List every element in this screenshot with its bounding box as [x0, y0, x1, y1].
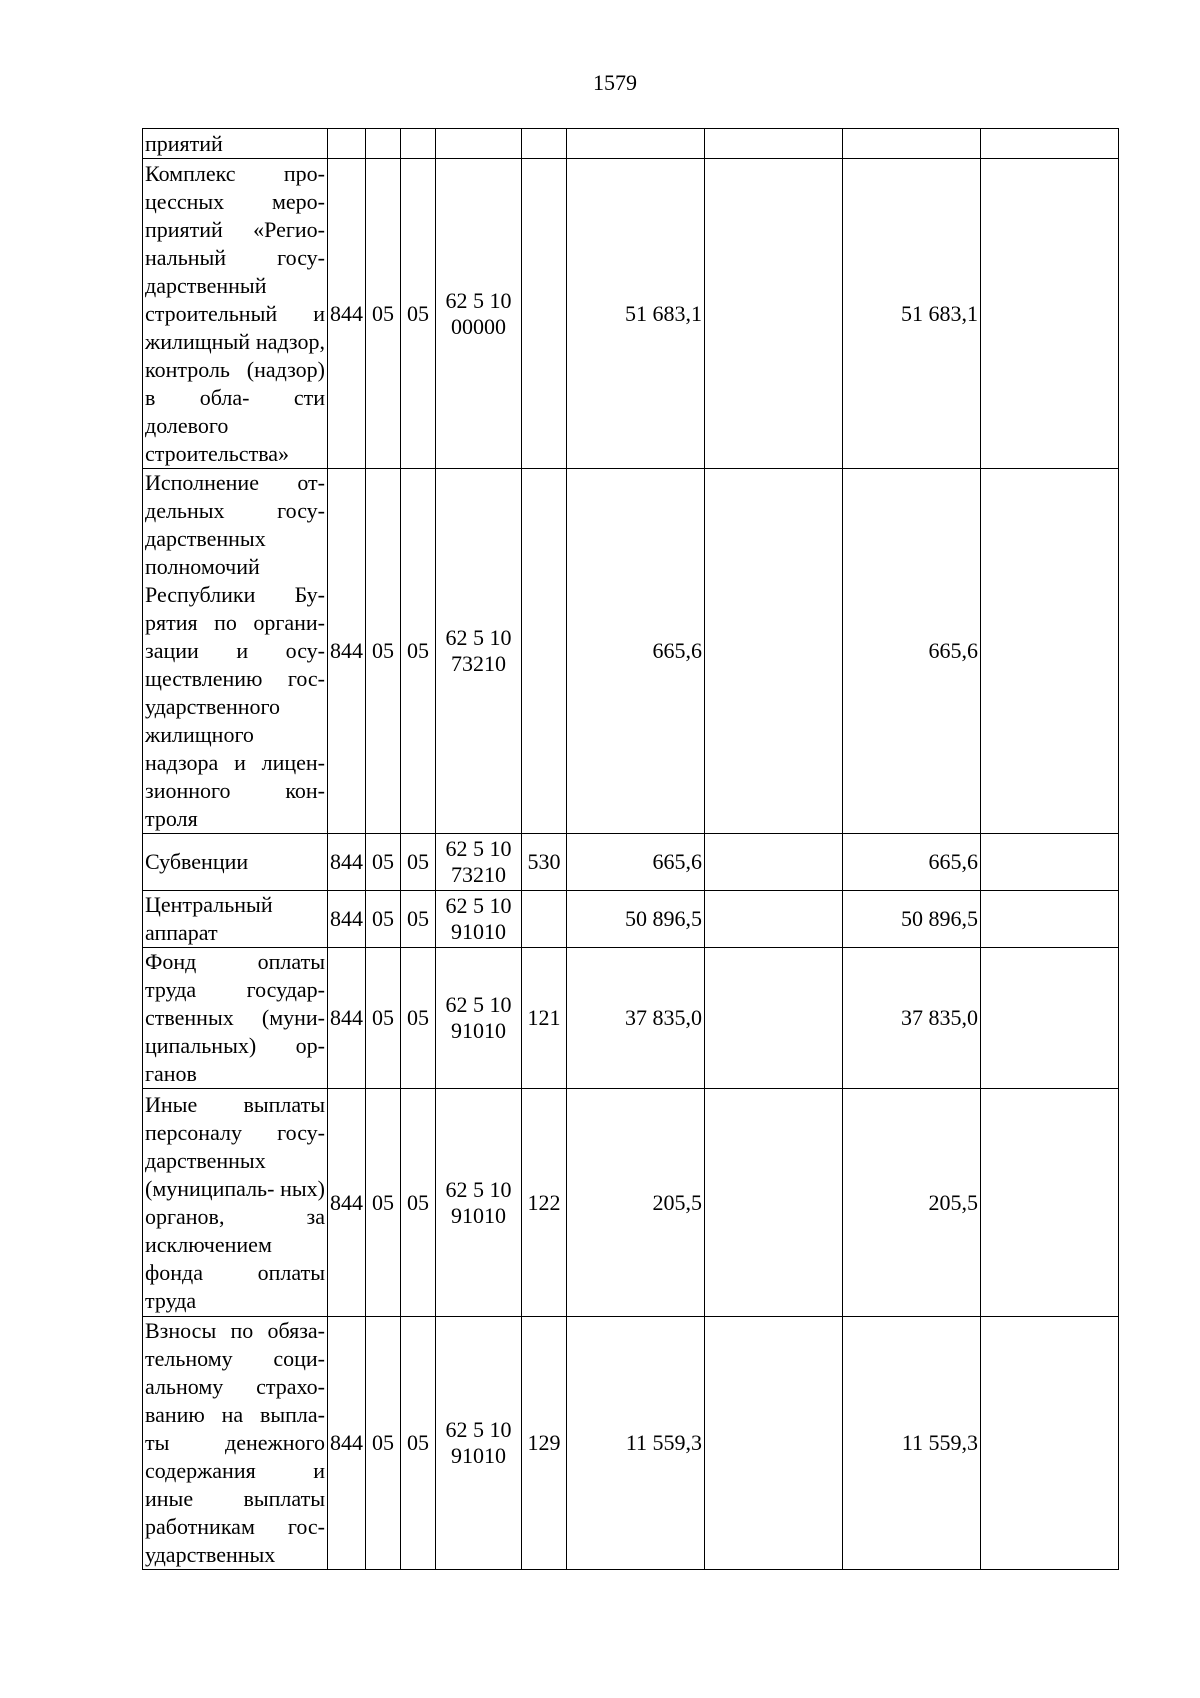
- ved-code: 844: [328, 834, 366, 891]
- amount-2: 205,5: [843, 1089, 981, 1317]
- row-name: Взносы по обяза- тельному соци- альному страхо- ванию на выпла- ты денежного содержания и иные выплаты работникам гос- ударственных: [143, 1317, 328, 1570]
- amount-empty-1: [705, 948, 843, 1089]
- subsection-code: 05: [401, 469, 436, 834]
- target-article-code: 62 5 10 00000: [436, 159, 522, 469]
- section-code: 05: [366, 834, 401, 891]
- amount-2: 665,6: [843, 469, 981, 834]
- amount-empty-2: [981, 891, 1119, 948]
- section-code: 05: [366, 159, 401, 469]
- amount-2: 50 896,5: [843, 891, 981, 948]
- subsection-code: 05: [401, 159, 436, 469]
- table-row: [143, 469, 1119, 834]
- ved-code: 844: [328, 469, 366, 834]
- expense-type-code: [522, 129, 567, 159]
- amount-empty-2: [981, 948, 1119, 1089]
- expense-type-code: 121: [522, 948, 567, 1089]
- ved-code: 844: [328, 1089, 366, 1317]
- amount-1: 665,6: [567, 469, 705, 834]
- table-row: [143, 129, 1119, 159]
- row-name: Комплекс про- цессных меро- приятий «Регио- нальный госу- дарственный строительный и жилищный надзор, контроль (надзор) в обла- сти долевого строительства»: [143, 159, 328, 469]
- amount-1: 11 559,3: [567, 1317, 705, 1570]
- section-code: 05: [366, 469, 401, 834]
- row-name: Иные выплаты персоналу госу- дарственных (муниципаль- ных) органов, за исключением фонда оплаты труда: [143, 1089, 328, 1317]
- amount-2: 51 683,1: [843, 159, 981, 469]
- amount-empty-2: [981, 129, 1119, 159]
- amount-2: 37 835,0: [843, 948, 981, 1089]
- section-code: 05: [366, 891, 401, 948]
- table-row: [143, 1317, 1119, 1570]
- expense-type-code: 530: [522, 834, 567, 891]
- ved-code: 844: [328, 159, 366, 469]
- amount-2: [843, 129, 981, 159]
- subsection-code: 05: [401, 834, 436, 891]
- target-article-code: 62 5 10 91010: [436, 948, 522, 1089]
- section-code: 05: [366, 948, 401, 1089]
- ved-code: 844: [328, 891, 366, 948]
- row-name: Исполнение от- дельных госу- дарственных полномочий Республики Бу- рятия по органи- зации и осу- ществлению гос- ударственного жилищного надзора и лицен- зионного кон- троля: [143, 469, 328, 834]
- target-article-code: 62 5 10 73210: [436, 469, 522, 834]
- row-name: Фонд оплаты труда государ- ственных (муни- ципальных) ор- ганов: [143, 948, 328, 1089]
- amount-empty-1: [705, 469, 843, 834]
- row-name: Центральный аппарат: [143, 891, 328, 948]
- section-code: [366, 129, 401, 159]
- ved-code: 844: [328, 948, 366, 1089]
- expense-type-code: [522, 469, 567, 834]
- target-article-code: [436, 129, 522, 159]
- section-code: 05: [366, 1089, 401, 1317]
- amount-1: 50 896,5: [567, 891, 705, 948]
- table-row: [143, 948, 1119, 1089]
- target-article-code: 62 5 10 91010: [436, 1317, 522, 1570]
- amount-1: 205,5: [567, 1089, 705, 1317]
- amount-empty-1: [705, 159, 843, 469]
- expense-type-code: [522, 891, 567, 948]
- amount-1: 665,6: [567, 834, 705, 891]
- ved-code: 844: [328, 1317, 366, 1570]
- amount-empty-1: [705, 834, 843, 891]
- row-name: приятий: [143, 129, 328, 159]
- amount-empty-2: [981, 469, 1119, 834]
- subsection-code: [401, 129, 436, 159]
- amount-1: [567, 129, 705, 159]
- subsection-code: 05: [401, 891, 436, 948]
- page-number: 1579: [593, 70, 637, 95]
- subsection-code: 05: [401, 948, 436, 1089]
- ved-code: [328, 129, 366, 159]
- budget-table: [142, 128, 1119, 1570]
- table-row: [143, 159, 1119, 469]
- row-name: Субвенции: [143, 834, 328, 891]
- amount-empty-2: [981, 1089, 1119, 1317]
- expense-type-code: 122: [522, 1089, 567, 1317]
- subsection-code: 05: [401, 1089, 436, 1317]
- amount-2: 665,6: [843, 834, 981, 891]
- target-article-code: 62 5 10 73210: [436, 834, 522, 891]
- amount-empty-1: [705, 1089, 843, 1317]
- table-row: [143, 1089, 1119, 1317]
- amount-2: 11 559,3: [843, 1317, 981, 1570]
- amount-empty-2: [981, 1317, 1119, 1570]
- amount-empty-2: [981, 159, 1119, 469]
- table-row: [143, 834, 1119, 891]
- amount-empty-1: [705, 1317, 843, 1570]
- subsection-code: 05: [401, 1317, 436, 1570]
- amount-1: 37 835,0: [567, 948, 705, 1089]
- section-code: 05: [366, 1317, 401, 1570]
- table-row: [143, 891, 1119, 948]
- amount-empty-2: [981, 834, 1119, 891]
- amount-empty-1: [705, 891, 843, 948]
- target-article-code: 62 5 10 91010: [436, 1089, 522, 1317]
- amount-empty-1: [705, 129, 843, 159]
- target-article-code: 62 5 10 91010: [436, 891, 522, 948]
- expense-type-code: [522, 159, 567, 469]
- amount-1: 51 683,1: [567, 159, 705, 469]
- expense-type-code: 129: [522, 1317, 567, 1570]
